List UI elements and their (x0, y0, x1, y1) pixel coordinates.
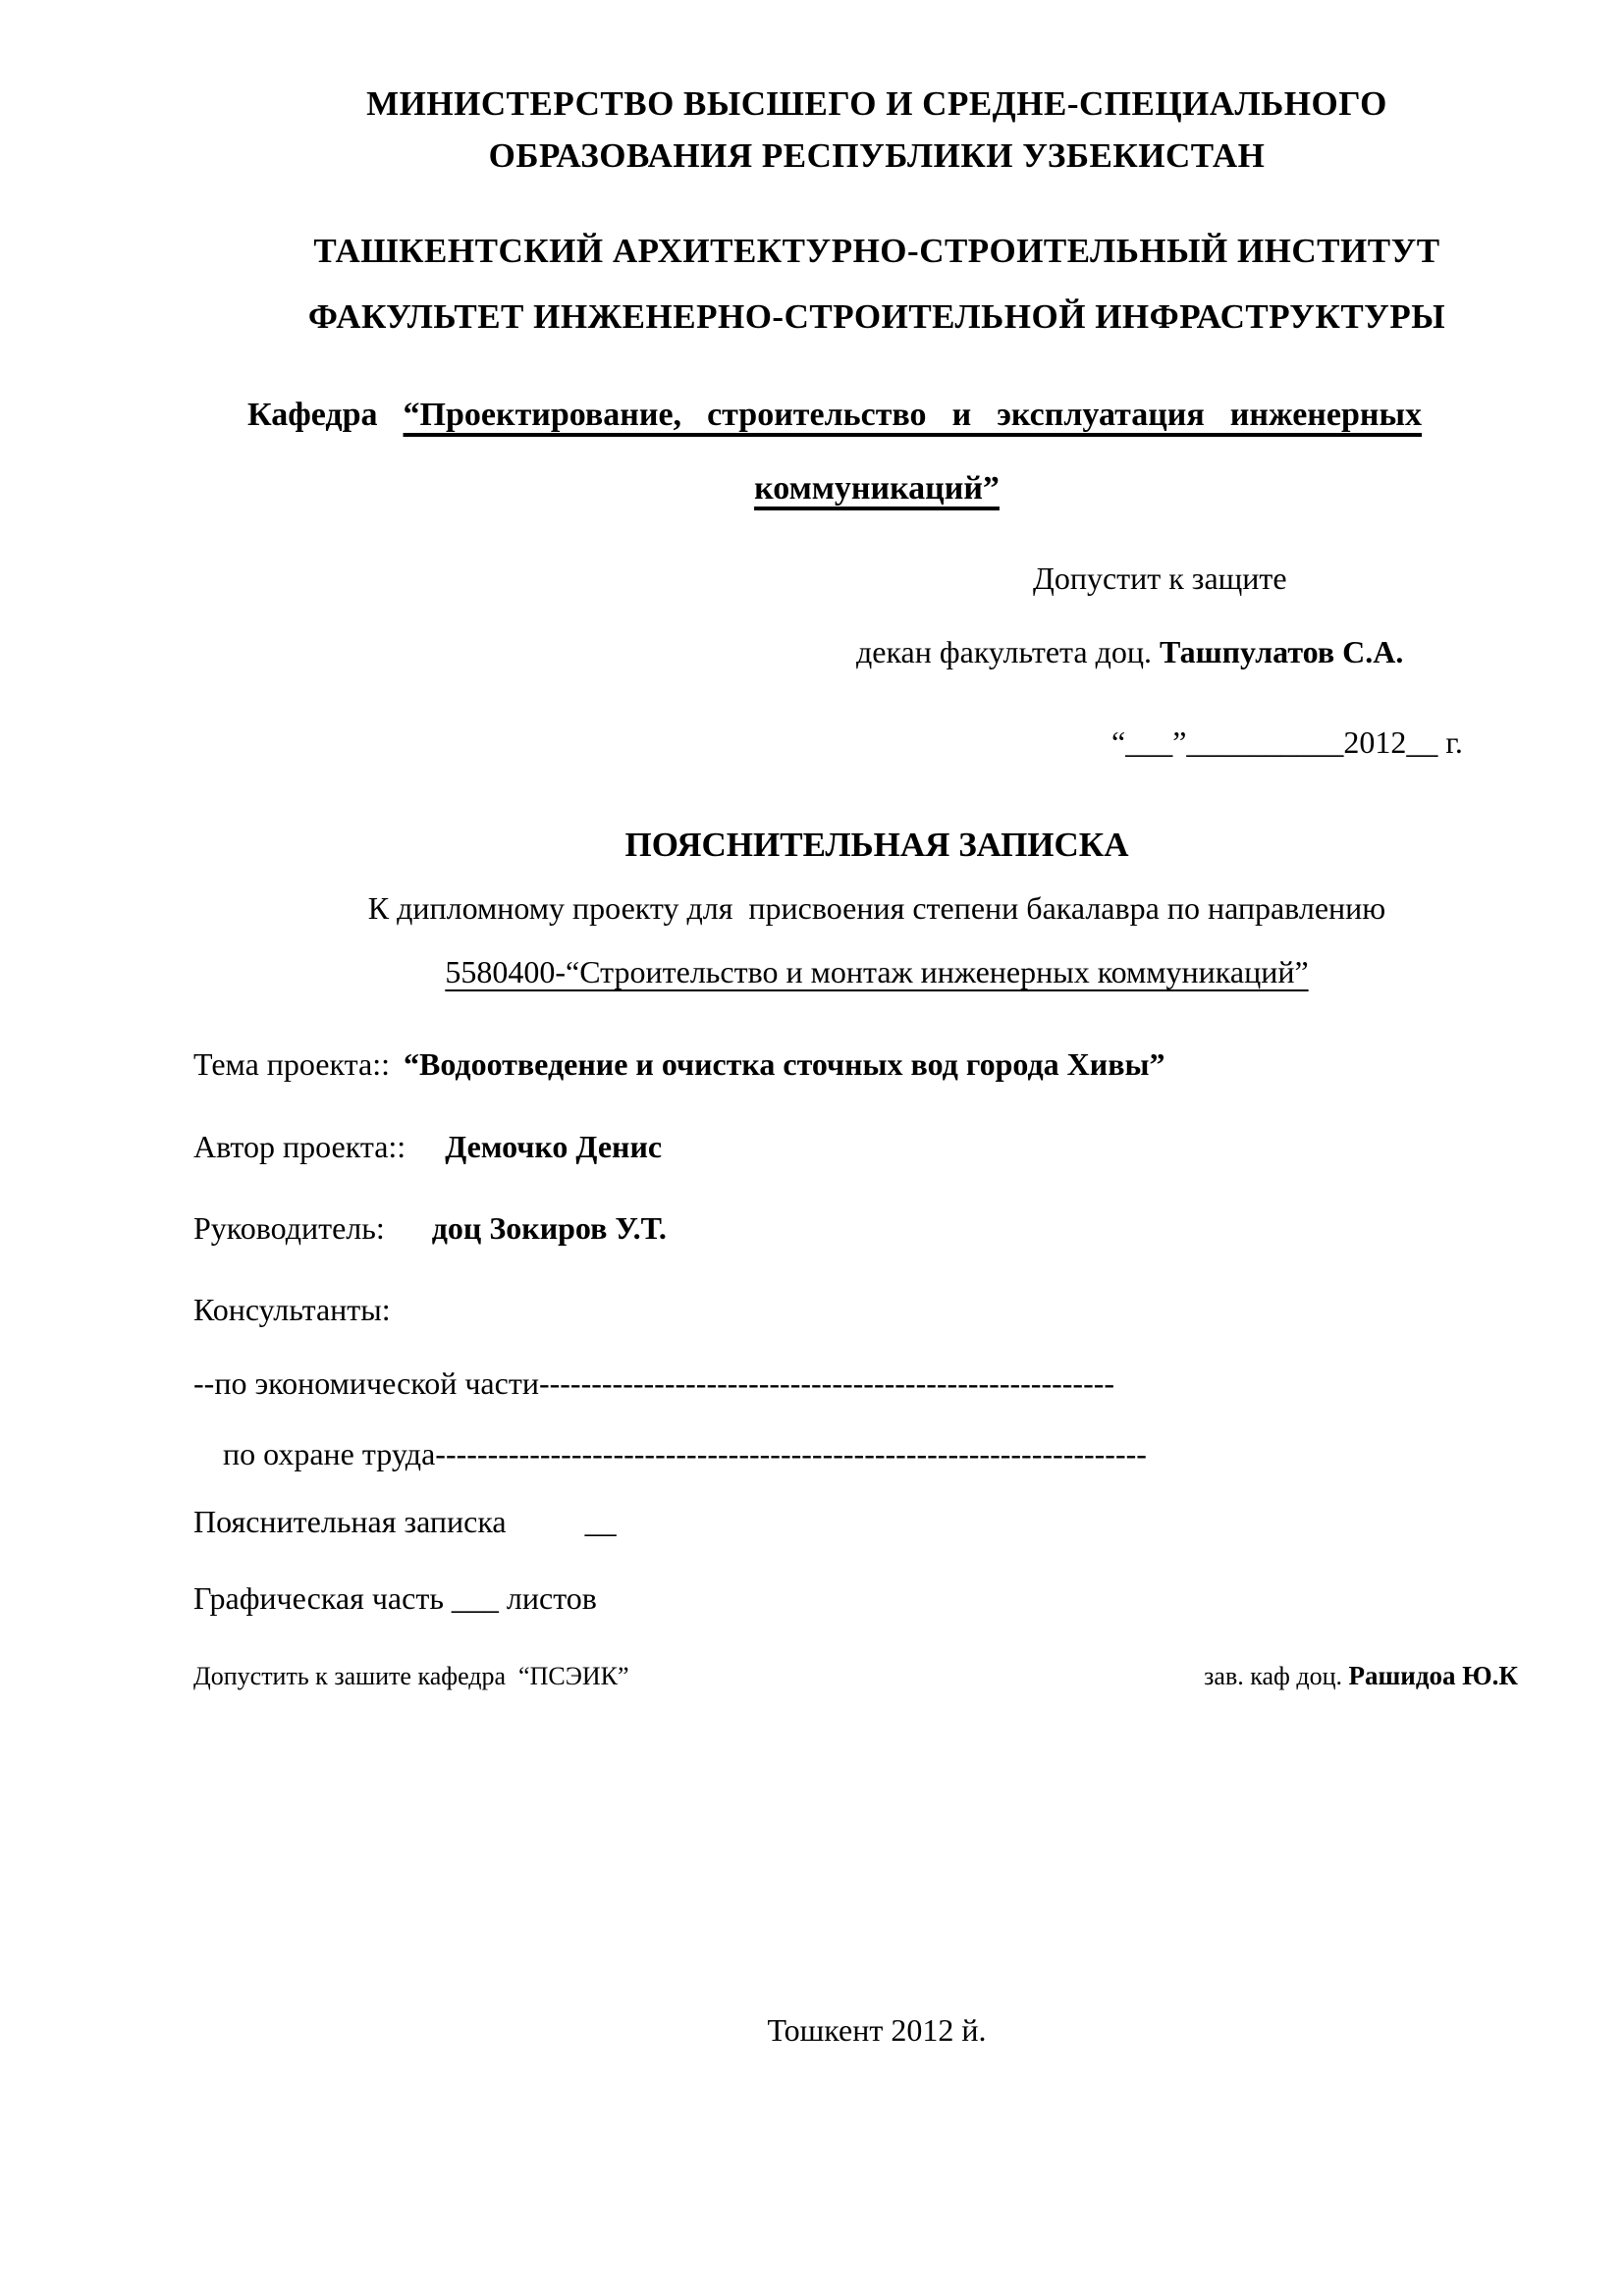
dean-name: Ташпулатов С.А. (1160, 634, 1404, 669)
approval-dean-line (856, 634, 1403, 670)
department-name-part2: коммуникаций” (754, 470, 1000, 507)
head-of-department-prefix: зав. каф доц. (1204, 1662, 1349, 1690)
department-line1 (247, 397, 1422, 434)
admission-right-text (1204, 1661, 1518, 1691)
approval-allow-line: Допустит к защите (1033, 561, 1287, 596)
ministry-heading-line2: ОБРАЗОВАНИЯ РЕСПУБЛИКИ УЗБЕКИСТАН (488, 136, 1266, 175)
theme-label: Тема проекта:: (193, 1046, 390, 1082)
department-label: Кафедра (247, 397, 378, 433)
consultants-label: Консультанты: (193, 1292, 391, 1327)
department-line2 (193, 470, 1560, 507)
faculty-heading: ФАКУЛЬТЕТ ИНЖЕНЕРНО-СТРОИТЕЛЬНОЙ ИНФРАСТРУКТУРЫ (307, 297, 1446, 336)
head-of-department-name: Рашидоа Ю.К (1348, 1661, 1518, 1690)
city-year-line: Тошкент 2012 й. (767, 2012, 987, 2048)
document-title: ПОЯСНИТЕЛЬНАЯ ЗАПИСКА (624, 826, 1129, 864)
ministry-heading-line1: МИНИСТЕРСТВО ВЫСШЕГО И СРЕДНЕ-СПЕЦИАЛЬНОГО (366, 84, 1387, 123)
graphics-line (193, 1580, 1560, 1617)
note-label: Пояснительная записка (193, 1504, 507, 1539)
note-line (193, 1504, 1560, 1540)
supervisor-label: Руководитель: (193, 1210, 385, 1246)
dean-prefix: декан факультета доц. (856, 634, 1161, 669)
graphics-blank: ___ (451, 1580, 499, 1616)
author-line (193, 1129, 1560, 1165)
graphics-label: Графическая часть (193, 1580, 444, 1616)
admission-left-text: Допустить к зашите кафедра “ПСЭИК” (193, 1662, 629, 1690)
theme-value: “Водоотведение и очистка сточных вод города Хивы” (403, 1046, 1165, 1082)
supervisor-value: доц Зокиров У.Т. (431, 1210, 667, 1246)
specialty-text: 5580400-“Строительство и монтаж инженерных коммуникаций” (445, 954, 1309, 989)
note-blank: __ (584, 1504, 617, 1539)
institute-heading: ТАШКЕНТСКИЙ АРХИТЕКТУРНО-СТРОИТЕЛЬНЫЙ ИНСТИТУТ (313, 232, 1440, 270)
specialty-line (193, 954, 1560, 990)
author-label: Автор проекта:: (193, 1129, 406, 1164)
consultant-economics-line: --по экономической части------------------------------------------------------- (193, 1365, 1115, 1401)
consultant-safety-line: по охране труда-------------------------------------------------------------------- (223, 1436, 1147, 1471)
approval-date-line: “___”__________2012__ г. (1111, 724, 1463, 760)
theme-line (193, 1046, 1560, 1083)
document-subtitle: К дипломному проекту для присвоения степени бакалавра по направлению (367, 890, 1386, 926)
department-name-part1: “Проектирование, строительство и эксплуатация инженерных (403, 397, 1423, 433)
admission-line (193, 1661, 1518, 1691)
supervisor-line (193, 1210, 1560, 1247)
author-value: Демочко Денис (445, 1129, 663, 1164)
graphics-suffix: листов (506, 1580, 597, 1616)
